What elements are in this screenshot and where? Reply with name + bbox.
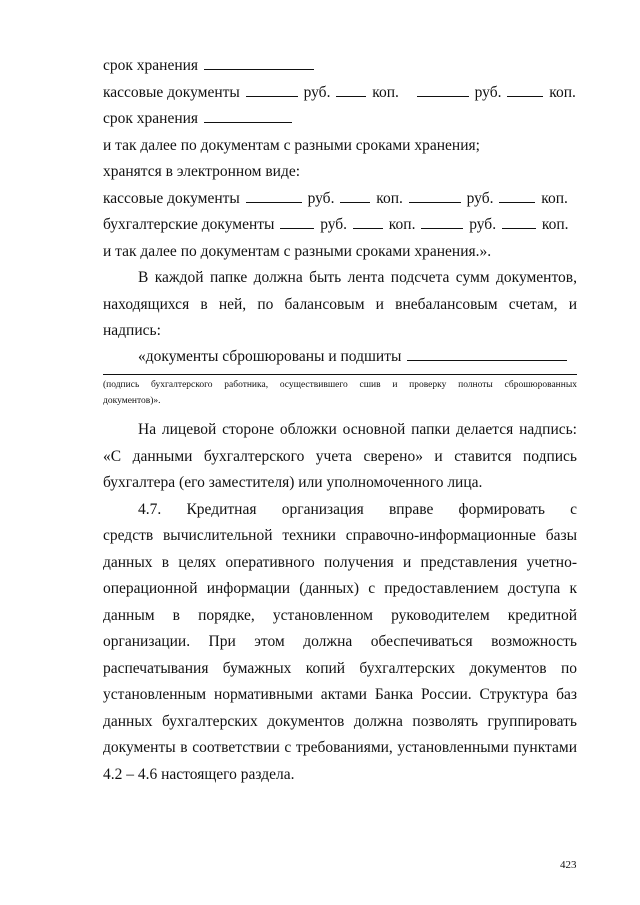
tape-paragraph-line-1: В каждой папке должна быть лента подсчета сумм документов,: [138, 269, 577, 286]
kop-label: коп.: [541, 190, 568, 207]
blank-field: [409, 189, 461, 203]
cover-paragraph-line-2: «С данными бухгалтерского учета сверено» и ставится подпись: [103, 448, 577, 465]
cash-documents-line-2: [103, 189, 577, 209]
cover-paragraph-line-3: бухгалтера (его заместителя) или уполномоченного лица.: [103, 474, 483, 491]
blank-field: [246, 189, 302, 203]
cash-documents-line-1: [103, 83, 577, 103]
storage-period-label: срок хранения: [103, 110, 199, 127]
section-4-7-line: операционной информации (данных) с предоставлением доступа к: [103, 580, 577, 597]
blank-field: [502, 215, 536, 229]
rub-label: руб.: [474, 84, 502, 101]
electronic-storage-line: хранятся в электронном виде:: [103, 163, 301, 180]
section-4-7-line: организации. При этом должна обеспечиваться возможность: [103, 633, 577, 650]
blank-field: [204, 109, 292, 123]
kop-label: коп.: [549, 84, 576, 101]
blank-field: [421, 215, 463, 229]
blank-field: [280, 215, 314, 229]
blank-field: [204, 56, 314, 70]
signature-note-line-1: (подпись бухгалтерского работника, осуществившего сшив и проверку полноты сброшюрованных: [103, 380, 577, 390]
signature-rule: [103, 374, 577, 375]
section-4-7-line: данным в порядке, установленном руководителем кредитной: [103, 607, 577, 624]
blank-field: [499, 189, 535, 203]
accounting-documents-line: [103, 215, 577, 235]
blank-field: [246, 83, 298, 97]
signature-note-line-2: документов)».: [103, 396, 161, 406]
kop-label: коп.: [541, 216, 569, 233]
rub-label: руб.: [303, 84, 331, 101]
blank-field: [407, 347, 567, 361]
section-4-7-line: средств вычислительной техники справочно-информационные базы: [103, 527, 577, 544]
blank-field: [340, 189, 370, 203]
cash-documents-label: кассовые документы: [103, 190, 240, 207]
blank-field: [417, 83, 469, 97]
stitched-label: «документы сброшюрованы и подшиты: [138, 348, 402, 365]
kop-label: коп.: [388, 216, 416, 233]
blank-field: [353, 215, 383, 229]
storage-period-line-1: [103, 56, 577, 76]
etc-line-1: и так далее по документам с разными сроками хранения;: [103, 137, 480, 154]
rub-label: руб.: [469, 216, 497, 233]
blank-field: [507, 83, 543, 97]
tape-paragraph-line-3: надпись:: [103, 322, 161, 339]
blank-field: [336, 83, 366, 97]
cash-documents-label: кассовые документы: [103, 84, 240, 101]
kop-label: коп.: [372, 84, 399, 101]
section-4-7-line: документы в соответствии с требованиями, установленными пунктами: [103, 739, 577, 756]
section-4-7-line: данных в целях оперативного получения и представления учетно-: [103, 554, 577, 571]
rub-label: руб.: [307, 190, 335, 207]
stitched-line: [138, 347, 577, 367]
section-4-7-line: установленным нормативными актами Банка России. Структура баз: [103, 686, 577, 703]
section-4-7-line: 4.2 – 4.6 настоящего раздела.: [103, 766, 295, 783]
kop-label: коп.: [376, 190, 403, 207]
section-4-7-line: 4.7. Кредитная организация вправе формировать с: [138, 501, 577, 518]
section-4-7-line: данных бухгалтерских документов должна позволять группировать: [103, 713, 577, 730]
page-number: 423: [560, 859, 577, 871]
storage-period-label: срок хранения: [103, 57, 199, 74]
rub-label: руб.: [320, 216, 348, 233]
tape-paragraph-line-2: находящихся в ней, по балансовым и внебалансовым счетам, и: [103, 296, 577, 313]
cover-paragraph-line-1: На лицевой стороне обложки основной папки делается надпись:: [138, 421, 577, 438]
storage-period-line-2: [103, 109, 577, 129]
rub-label: руб.: [466, 190, 494, 207]
etc-line-2: и так далее по документам с разными сроками хранения.».: [103, 243, 492, 260]
accounting-documents-label: бухгалтерские документы: [103, 216, 275, 233]
section-4-7-line: распечатывания бумажных копий бухгалтерских документов по: [103, 660, 577, 677]
